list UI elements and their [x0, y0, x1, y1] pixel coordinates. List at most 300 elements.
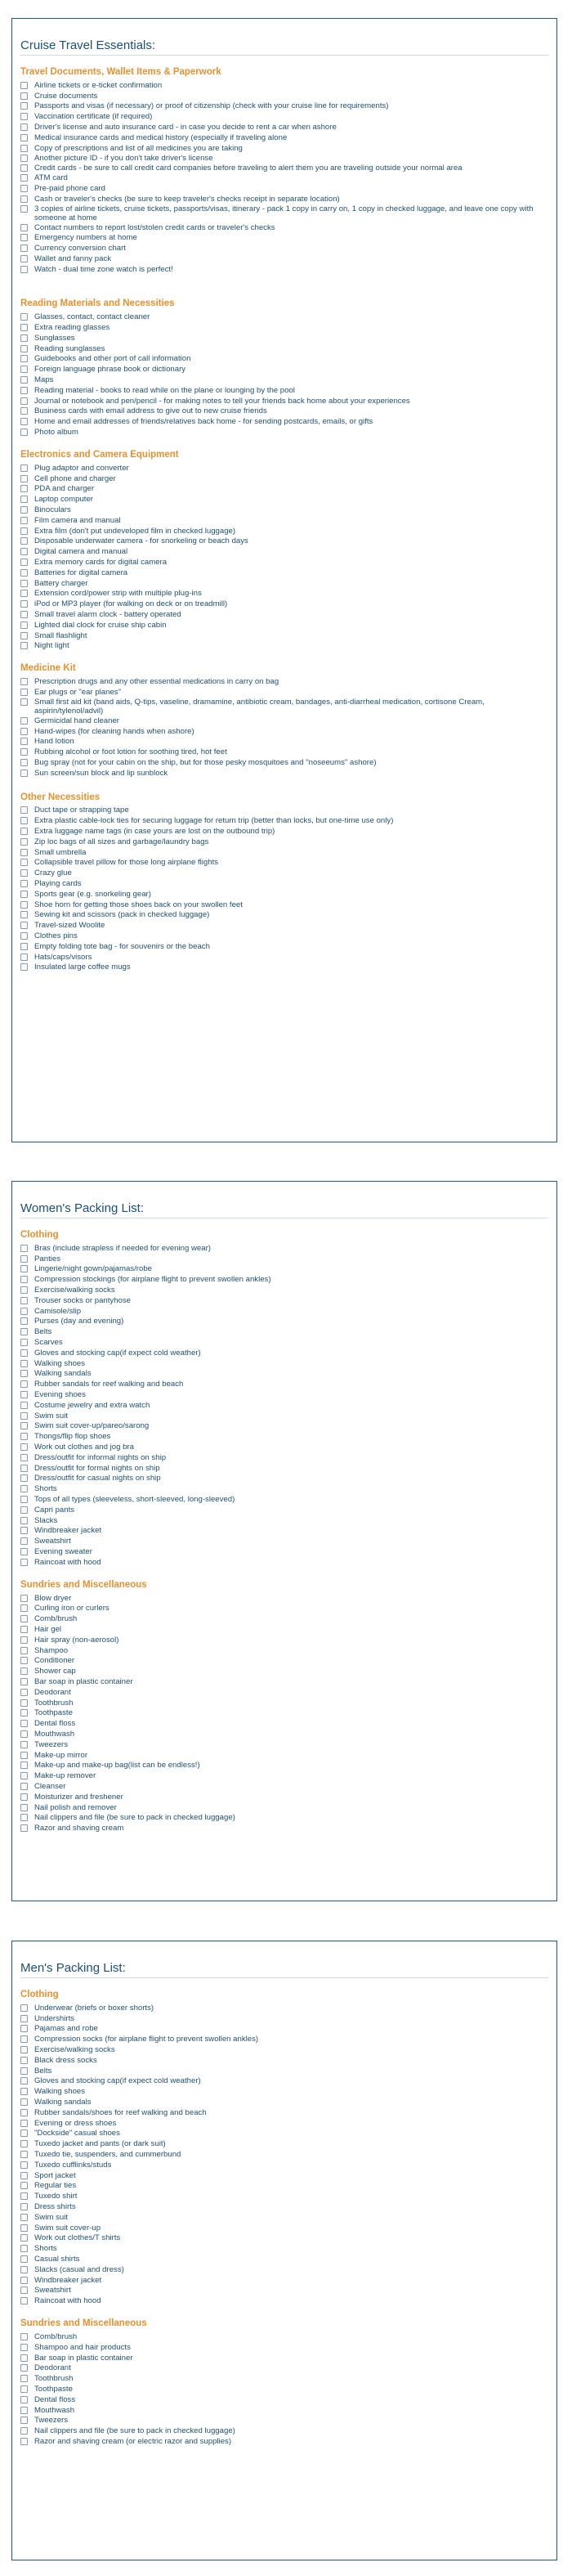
checklist-item: [20, 312, 548, 322]
checkbox[interactable]: [20, 1265, 28, 1272]
checkbox[interactable]: [20, 2396, 28, 2403]
checklist-item: [20, 143, 548, 154]
checklist-item: [20, 2097, 548, 2107]
checkbox[interactable]: [20, 1699, 28, 1707]
checkbox[interactable]: [20, 869, 28, 877]
checkbox[interactable]: [20, 1772, 28, 1779]
checklist-item: [20, 557, 548, 568]
checkbox[interactable]: [20, 2266, 28, 2273]
checklist-item: [20, 427, 548, 438]
checkbox[interactable]: [20, 1255, 28, 1263]
checkbox[interactable]: [20, 195, 28, 203]
checklist-item-label: Home and email addresses of friends/relatives back home - for sending postcards, emails, or gifts: [34, 417, 373, 427]
checkbox[interactable]: [20, 145, 28, 152]
checklist-item-label: Travel-sized Woolite: [34, 921, 105, 931]
checklist-item-label: Currency conversion chart: [34, 244, 126, 254]
checklist-item-label: Toothbrush: [34, 1698, 74, 1708]
checkbox[interactable]: [20, 2109, 28, 2116]
checklist-item-label: Shampoo and hair products: [34, 2342, 131, 2352]
checkbox[interactable]: [20, 943, 28, 950]
checklist-item-label: Trouser socks or pantyhose: [34, 1295, 132, 1305]
checkbox[interactable]: [20, 548, 28, 555]
checkbox[interactable]: [20, 1380, 28, 1388]
checkbox[interactable]: [20, 1626, 28, 1633]
checklist-item-label: Toothpaste: [34, 2385, 73, 2394]
checklist-item: [20, 2394, 548, 2405]
checkbox[interactable]: [20, 1604, 28, 1612]
checkbox[interactable]: [20, 2364, 28, 2372]
checkbox[interactable]: [20, 1402, 28, 1409]
checkbox[interactable]: [20, 475, 28, 482]
checklist-item: [20, 2044, 548, 2055]
checkbox[interactable]: [20, 1720, 28, 1727]
checklist-item-label: Nail clippers and file (be sure to pack in checked luggage): [34, 1813, 235, 1823]
checkbox[interactable]: [20, 255, 28, 263]
checkbox[interactable]: [20, 1339, 28, 1346]
checkbox[interactable]: [20, 185, 28, 192]
men-s-packing-listpanel: [11, 1941, 557, 2560]
checkbox[interactable]: [20, 2224, 28, 2232]
checkbox[interactable]: [20, 1485, 28, 1492]
checklist-item: [20, 1792, 548, 1802]
checkbox[interactable]: [20, 1657, 28, 1664]
checklist-item-label: Hair spray (non-aerosol): [34, 1635, 119, 1645]
checkbox[interactable]: [20, 2046, 28, 2053]
checkbox[interactable]: [20, 1496, 28, 1503]
checkbox[interactable]: [20, 849, 28, 856]
checklist-item: [20, 2363, 548, 2374]
checklist-item-label: Deodorant: [34, 2363, 71, 2373]
checkbox[interactable]: [20, 2057, 28, 2064]
checkbox[interactable]: [20, 418, 28, 425]
checklist-item-label: Slacks (casual and dress): [34, 2264, 124, 2274]
checklist-item-label: Tuxedo jacket and pants (or dark suit): [34, 2139, 166, 2149]
checklist-item: [20, 1411, 548, 1421]
checklist-item: [20, 91, 548, 101]
checkbox[interactable]: [20, 1559, 28, 1566]
checkbox[interactable]: [20, 2161, 28, 2169]
checkbox[interactable]: [20, 2035, 28, 2043]
checklist-item: [20, 726, 548, 737]
checklist-item-label: Gloves and stocking cap(if expect cold weather): [34, 2076, 201, 2086]
checkbox[interactable]: [20, 376, 28, 384]
checklist-item-label: Glasses, contact, contact cleaner: [34, 312, 150, 322]
checklist-item: [20, 878, 548, 889]
checkbox[interactable]: [20, 1730, 28, 1738]
checkbox[interactable]: [20, 345, 28, 352]
checkbox[interactable]: [20, 1276, 28, 1283]
checkbox[interactable]: [20, 1615, 28, 1622]
checkbox[interactable]: [20, 569, 28, 577]
checkbox[interactable]: [20, 1804, 28, 1811]
checkbox[interactable]: [20, 2172, 28, 2179]
checkbox[interactable]: [20, 164, 28, 172]
checkbox[interactable]: [20, 891, 28, 898]
checkbox[interactable]: [20, 1678, 28, 1685]
checklist-item: [20, 1656, 548, 1667]
checklist-item: [20, 375, 548, 385]
checkbox[interactable]: [20, 1537, 28, 1545]
checkbox[interactable]: [20, 2277, 28, 2284]
checklist-item: [20, 505, 548, 515]
checklist: [20, 463, 548, 651]
checkbox[interactable]: [20, 102, 28, 110]
women-s-packing-listpanel: [11, 1181, 557, 1901]
checkbox[interactable]: [20, 632, 28, 640]
checkbox[interactable]: [20, 1793, 28, 1801]
checkbox[interactable]: [20, 174, 28, 182]
checklist-item: [20, 2405, 548, 2416]
checklist-item-label: Playing cards: [34, 879, 82, 889]
checkbox[interactable]: [20, 922, 28, 929]
checkbox[interactable]: [20, 954, 28, 961]
checklist-item: [20, 910, 548, 921]
checkbox[interactable]: [20, 901, 28, 909]
checkbox[interactable]: [20, 2182, 28, 2189]
checkbox[interactable]: [20, 517, 28, 524]
checklist-item: [20, 2107, 548, 2118]
checklist-item-label: Razor and shaving cream (or electric razor and supplies): [34, 2437, 232, 2447]
checklist-item: [20, 2013, 548, 2024]
checkbox[interactable]: [20, 537, 28, 545]
checkbox[interactable]: [20, 1370, 28, 1377]
checklist-item: [20, 194, 548, 204]
checkbox[interactable]: [20, 2255, 28, 2263]
checkbox[interactable]: [20, 2004, 28, 2012]
checklist-item-label: Sport jacket: [34, 2170, 76, 2180]
checkbox[interactable]: [20, 2427, 28, 2435]
checklist-item: [20, 1526, 548, 1537]
checklist-item-label: PDA and charger: [34, 484, 95, 494]
checkbox[interactable]: [20, 464, 28, 472]
checkbox[interactable]: [20, 1689, 28, 1696]
checklist-item: [20, 546, 548, 557]
checklist-item: [20, 80, 548, 91]
checkbox[interactable]: [20, 728, 28, 735]
checklist-item: [20, 494, 548, 505]
checklist-item-label: Sewing kit and scissors (pack in checked luggage): [34, 910, 210, 920]
checkbox[interactable]: [20, 1595, 28, 1602]
checklist-item-label: Swim suit cover-up/pareo/sarong: [34, 1421, 150, 1431]
checkbox[interactable]: [20, 2140, 28, 2147]
checklist-item-label: Capri pants: [34, 1505, 75, 1515]
checkbox[interactable]: [20, 1761, 28, 1769]
checklist-item: [20, 2086, 548, 2097]
checklist-item: [20, 1295, 548, 1306]
checkbox[interactable]: [20, 387, 28, 394]
checkbox[interactable]: [20, 622, 28, 629]
checkbox[interactable]: [20, 2354, 28, 2362]
checklist-item: [20, 2233, 548, 2244]
checklist-item-label: Small flashlight: [34, 631, 87, 640]
checkbox[interactable]: [20, 1709, 28, 1717]
checklist-item-label: Purses (day and evening): [34, 1317, 124, 1326]
checkbox[interactable]: [20, 2120, 28, 2127]
checkbox[interactable]: [20, 2344, 28, 2351]
checkbox[interactable]: [20, 1360, 28, 1367]
checklist-item: [20, 1613, 548, 1624]
checkbox[interactable]: [20, 600, 28, 608]
checkbox[interactable]: [20, 224, 28, 231]
checkbox[interactable]: [20, 313, 28, 321]
checklist-item-label: Raincoat with hood: [34, 2296, 101, 2306]
checklist-item-label: Extra plastic cable-lock ties for securing luggage for return trip (better than locks, but one-time use only): [34, 816, 394, 826]
checkbox[interactable]: [20, 806, 28, 814]
checkbox[interactable]: [20, 2077, 28, 2085]
checkbox[interactable]: [20, 1245, 28, 1252]
checklist-item-label: Dental floss: [34, 2394, 76, 2404]
checklist-item: [20, 1739, 548, 1750]
checklist-item: [20, 631, 548, 641]
checklist-item-label: Regular ties: [34, 2181, 77, 2191]
checklist-item: [20, 1505, 548, 1515]
checklist-item: [20, 385, 548, 396]
checkbox[interactable]: [20, 1443, 28, 1451]
checklist-item: [20, 2373, 548, 2384]
checkbox[interactable]: [20, 1647, 28, 1654]
checkbox[interactable]: [20, 1824, 28, 1832]
checklist-item-label: Tuxedo tie, suspenders, and cummerbund: [34, 2150, 181, 2160]
checkbox[interactable]: [20, 590, 28, 597]
checklist-item-label: Tuxedo cufflinks/studs: [34, 2160, 112, 2170]
checklist-item-label: Walking sandals: [34, 1369, 92, 1379]
checklist-item: [20, 2129, 548, 2139]
checklist-item: [20, 1442, 548, 1452]
checkbox[interactable]: [20, 838, 28, 846]
checkbox[interactable]: [20, 1317, 28, 1325]
checklist-item: [20, 2353, 548, 2363]
checkbox[interactable]: [20, 911, 28, 918]
checkbox[interactable]: [20, 123, 28, 131]
checkbox[interactable]: [20, 611, 28, 618]
checklist-item-label: ATM card: [34, 173, 68, 183]
checkbox[interactable]: [20, 642, 28, 649]
checklist-item: [20, 900, 548, 910]
checklist-item: [20, 2055, 548, 2066]
checklist-item: [20, 589, 548, 599]
checkbox[interactable]: [20, 880, 28, 887]
checklist-item: [20, 1802, 548, 1813]
checklist-item: [20, 676, 548, 687]
checkbox[interactable]: [20, 527, 28, 535]
checkbox[interactable]: [20, 245, 28, 252]
checkbox[interactable]: [20, 496, 28, 503]
checklist-item: [20, 1421, 548, 1432]
checkbox[interactable]: [20, 1412, 28, 1420]
checkbox[interactable]: [20, 2297, 28, 2304]
checklist-item: [20, 473, 548, 484]
checklist: [20, 1593, 548, 1833]
checkbox[interactable]: [20, 1297, 28, 1304]
checklist-item-label: Ear plugs or "ear planes": [34, 688, 122, 698]
checklist-item: [20, 101, 548, 112]
checkbox[interactable]: [20, 689, 28, 696]
checkbox[interactable]: [20, 1752, 28, 1759]
checkbox[interactable]: [20, 1667, 28, 1675]
checkbox[interactable]: [20, 1286, 28, 1294]
checkbox[interactable]: [20, 205, 28, 213]
checklist-item-label: Comb/brush: [34, 1614, 78, 1624]
section-heading: Medicine Kit: [20, 663, 76, 674]
checklist-item: [20, 2138, 548, 2149]
checkbox[interactable]: [20, 559, 28, 566]
checkbox[interactable]: [20, 2214, 28, 2221]
checkbox[interactable]: [20, 2385, 28, 2393]
checklist-item-label: Shower cap: [34, 1667, 76, 1676]
checkbox[interactable]: [20, 738, 28, 745]
checklist-item-label: Windbreaker jacket: [34, 1526, 102, 1536]
checklist-item-label: Sweatshirt: [34, 1537, 71, 1546]
checklist-item: [20, 847, 548, 858]
checklist-item: [20, 2034, 548, 2044]
checklist-item-label: Compression stockings (for airplane flight to prevent swollen ankles): [34, 1275, 271, 1285]
checkbox[interactable]: [20, 963, 28, 971]
checklist-item: [20, 1389, 548, 1400]
section-travel-documents-wallet-items-paperwork: [20, 66, 548, 275]
checklist-item: [20, 2436, 548, 2447]
checkbox[interactable]: [20, 234, 28, 241]
checkbox[interactable]: [20, 2245, 28, 2252]
checkbox[interactable]: [20, 1349, 28, 1357]
checklist: [20, 2003, 548, 2306]
checklist-item: [20, 599, 548, 609]
checkbox[interactable]: [20, 113, 28, 120]
checklist-item: [20, 515, 548, 526]
checkbox[interactable]: [20, 506, 28, 514]
checkbox[interactable]: [20, 2417, 28, 2424]
checkbox[interactable]: [20, 1474, 28, 1482]
checkbox[interactable]: [20, 2129, 28, 2137]
checkbox[interactable]: [20, 1783, 28, 1790]
checklist-item-label: Toothpaste: [34, 1708, 73, 1718]
checklist-item-label: Photo album: [34, 428, 78, 438]
checkbox[interactable]: [20, 366, 28, 373]
checkbox[interactable]: [20, 1814, 28, 1821]
checkbox[interactable]: [20, 1433, 28, 1440]
checkbox[interactable]: [20, 134, 28, 141]
checklist-item-label: Evening sweater: [34, 1547, 92, 1556]
checklist-item-label: Tweezers: [34, 1739, 69, 1749]
checklist-item: [20, 2342, 548, 2353]
checkbox[interactable]: [20, 1636, 28, 1644]
checkbox[interactable]: [20, 334, 28, 342]
checklist-item: [20, 364, 548, 375]
checkbox[interactable]: [20, 698, 28, 706]
checkbox[interactable]: [20, 2407, 28, 2414]
checklist-item-label: Deodorant: [34, 1687, 71, 1697]
checkbox[interactable]: [20, 324, 28, 331]
checkbox[interactable]: [20, 2088, 28, 2095]
checklist-item: [20, 526, 548, 536]
checklist-item-label: Vaccination certificate (if required): [34, 112, 153, 122]
checkbox[interactable]: [20, 1328, 28, 1335]
checklist-item: [20, 609, 548, 620]
checkbox[interactable]: [20, 2375, 28, 2382]
checkbox[interactable]: [20, 817, 28, 824]
checkbox[interactable]: [20, 2192, 28, 2200]
checklist-item-label: Small umbrella: [34, 847, 87, 857]
checklist-item-label: Rubber sandals/shoes for reef walking and beach: [34, 2107, 207, 2117]
checkbox[interactable]: [20, 770, 28, 777]
checkbox[interactable]: [20, 82, 28, 89]
checkbox[interactable]: [20, 678, 28, 685]
checkbox[interactable]: [20, 2098, 28, 2106]
checklist-item-label: Hair gel: [34, 1625, 62, 1635]
checklist-item-label: Digital camera and manual: [34, 547, 128, 557]
checkbox[interactable]: [20, 1548, 28, 1555]
checkbox[interactable]: [20, 2015, 28, 2022]
checklist-item-label: Work out clothes/T shirts: [34, 2233, 121, 2243]
checkbox[interactable]: [20, 155, 28, 162]
checkbox[interactable]: [20, 2025, 28, 2032]
checklist-item-label: Shorts: [34, 1484, 57, 1494]
checkbox[interactable]: [20, 1527, 28, 1534]
checklist-item-label: Hats/caps/visors: [34, 952, 92, 962]
checkbox[interactable]: [20, 266, 28, 273]
checklist-item-label: Cash or traveler's checks (be sure to keep traveler's checks receipt in separate location): [34, 194, 340, 204]
checkbox[interactable]: [20, 1517, 28, 1524]
section-heading: Sundries and Miscellaneous: [20, 1579, 147, 1590]
checkbox[interactable]: [20, 1454, 28, 1461]
checklist-item: [20, 333, 548, 343]
checklist-item-label: Hand lotion: [34, 737, 74, 747]
checkbox[interactable]: [20, 932, 28, 940]
checkbox[interactable]: [20, 2067, 28, 2075]
checklist-item: [20, 641, 548, 652]
section-heading: Clothing: [20, 1990, 59, 1999]
checkbox[interactable]: [20, 407, 28, 415]
checklist-item: [20, 2201, 548, 2212]
checkbox[interactable]: [20, 2333, 28, 2340]
checklist-item-label: Work out clothes and jog bra: [34, 1443, 134, 1452]
checkbox[interactable]: [20, 580, 28, 587]
checkbox[interactable]: [20, 429, 28, 436]
checkbox[interactable]: [20, 1741, 28, 1748]
checkbox[interactable]: [20, 759, 28, 766]
checkbox[interactable]: [20, 92, 28, 100]
checkbox[interactable]: [20, 828, 28, 835]
checkbox[interactable]: [20, 485, 28, 492]
checklist-item-label: Tuxedo shirt: [34, 2192, 78, 2201]
checklist-item-label: Windbreaker jacket: [34, 2275, 102, 2285]
checkbox[interactable]: [20, 1308, 28, 1315]
checkbox[interactable]: [20, 1422, 28, 1429]
checklist-item-label: Black dress socks: [34, 2055, 97, 2065]
checkbox[interactable]: [20, 2438, 28, 2445]
checkbox[interactable]: [20, 2203, 28, 2210]
checklist-item-label: Battery charger: [34, 578, 88, 588]
checkbox[interactable]: [20, 717, 28, 725]
checkbox[interactable]: [20, 1465, 28, 1472]
checklist-item: [20, 768, 548, 779]
checklist-item: [20, 716, 548, 726]
checkbox[interactable]: [20, 355, 28, 362]
checkbox[interactable]: [20, 1506, 28, 1514]
checkbox[interactable]: [20, 2234, 28, 2242]
checklist-item: [20, 1645, 548, 1656]
checkbox[interactable]: [20, 2287, 28, 2294]
checkbox[interactable]: [20, 2151, 28, 2158]
checklist-item: [20, 1515, 548, 1526]
checkbox[interactable]: [20, 397, 28, 405]
checkbox[interactable]: [20, 859, 28, 866]
checklist-item-label: Compression socks (for airplane flight to prevent swollen ankles): [34, 2035, 259, 2044]
checkbox[interactable]: [20, 1391, 28, 1398]
checklist-item: [20, 1823, 548, 1833]
checklist-item: [20, 2212, 548, 2223]
checkbox[interactable]: [20, 748, 28, 756]
section-sundries-and-miscellaneous: [20, 2318, 548, 2447]
